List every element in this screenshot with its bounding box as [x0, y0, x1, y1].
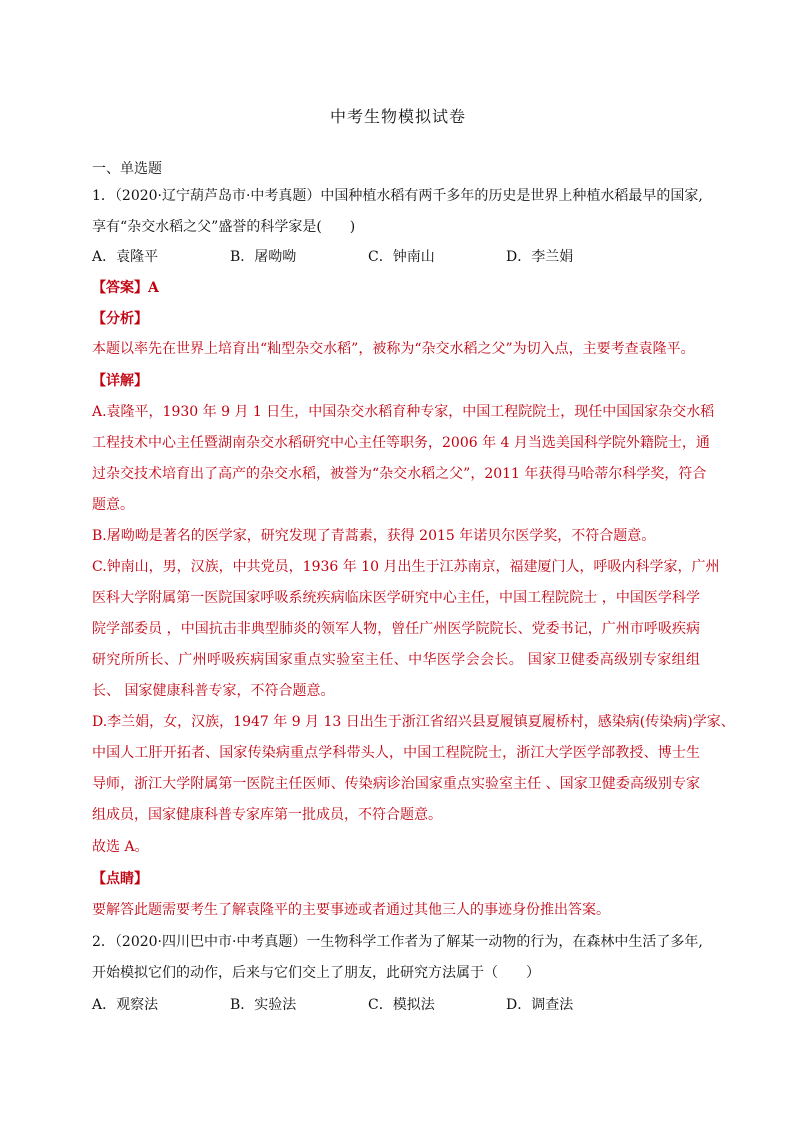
q1-detail-line: D.李兰娟，女，汉族，1947 年 9 月 13 日出生于浙江省绍兴县夏履镇夏履桥村，感染病(传染病)学家、: [92, 714, 735, 730]
q1-detail-line: 过杂交技术培育出了高产的杂交水稻，被誉为“杂交水稻之父”，2011 年获得马哈蒂尔科学奖，符合: [92, 466, 707, 482]
q1-detail-line: 长、 国家健康科普专家，不符合题意。: [92, 683, 335, 699]
q1-detail-line: 导师，浙江大学附属第一医院主任医师、传染病诊治国家重点实验室主任 、国家卫健委高级别专家: [92, 776, 700, 792]
q1-options: [92, 248, 644, 266]
q1-analysis: 本题以率先在世界上培育出“籼型杂交水稻”，被称为“杂交水稻之父”为切入点，主要考查袁隆平。: [92, 341, 695, 357]
q1-detail-line: C.钟南山，男，汉族，中共党员，1936 年 10 月出生于江苏南京，福建厦门人，呼吸内科学家，广州: [92, 559, 720, 575]
q1-detail-line: 中国人工肝开拓者、国家传染病重点学科带头人，中国工程院院士，浙江大学医学部教授、博士生: [92, 745, 700, 761]
section-heading: 一、单选题: [92, 161, 162, 177]
q2-stem-line-1: 2．（2020·四川巴中市·中考真题）一生物科学工作者为了解某一动物的行为，在森林中生活了多年,: [92, 934, 703, 950]
q1-option-d: D．李兰娟: [506, 249, 574, 265]
q1-detail-line: 院学部委员 ，中国抗击非典型肺炎的领军人物，曾任广州医学院院长、党委书记，广州市呼吸疾病: [92, 621, 700, 637]
q1-detail-line: B.屠呦呦是著名的医学家，研究发现了青蒿素，获得 2015 年诺贝尔医学奖，不符合题意。: [92, 528, 656, 544]
q1-comment-label: 【点睛】: [92, 871, 148, 887]
q1-option-b: B．屠呦呦: [230, 249, 297, 265]
q1-detail-line: 组成员，国家健康科普专家库第一批成员，不符合题意。: [92, 807, 442, 823]
q1-comment: 要解答此题需要考生了解袁隆平的主要事迹或者通过其他三人的事迹身份推出答案。: [92, 902, 610, 918]
q1-answer: 【答案】A: [92, 280, 159, 296]
q1-option-a: A．袁隆平: [92, 249, 159, 265]
q2-option-d: D．调查法: [506, 997, 574, 1013]
q1-detail-line: 工程技术中心主任暨湖南杂交水稻研究中心主任等职务，2006 年 4 月当选美国科学院外籍院士，通: [92, 435, 710, 451]
q1-detail-label: 【详解】: [92, 373, 148, 389]
q2-option-a: A．观察法: [92, 997, 159, 1013]
q1-conclusion: 故选 A。: [92, 839, 149, 855]
page-title: 中考生物模拟试卷: [329, 107, 466, 126]
q1-detail-line: 题意。: [92, 497, 134, 513]
q1-detail-line: 研究所所长、广州呼吸疾病国家重点实验室主任、中华医学会会长。 国家卫健委高级别专家组组: [92, 652, 700, 668]
q2-options: [92, 996, 644, 1014]
q1-stem-line-1: 1．（2020·辽宁葫芦岛市·中考真题）中国种植水稻有两千多年的历史是世界上种植水稻最早的国家,: [92, 188, 703, 204]
q1-option-c: C．钟南山: [368, 249, 435, 265]
q1-detail-line: 医科大学附属第一医院国家呼吸系统疾病临床医学研究中心主任，中国工程院院士 ，中国医学科学: [92, 590, 700, 606]
q1-detail-line: A.袁隆平，1930 年 9 月 1 日生，中国杂交水稻育种专家，中国工程院院士，现任中国国家杂交水稻: [92, 404, 715, 420]
q2-option-c: C．模拟法: [368, 997, 435, 1013]
q1-analysis-label: 【分析】: [92, 311, 148, 327]
q1-stem-line-2: 享有“杂交水稻之父”盛誉的科学家是( ): [92, 219, 356, 235]
q2-option-b: B．实验法: [230, 997, 297, 1013]
q2-stem-line-2: 开始模拟它们的动作，后来与它们交上了朋友，此研究方法属于（ ）: [92, 965, 540, 981]
